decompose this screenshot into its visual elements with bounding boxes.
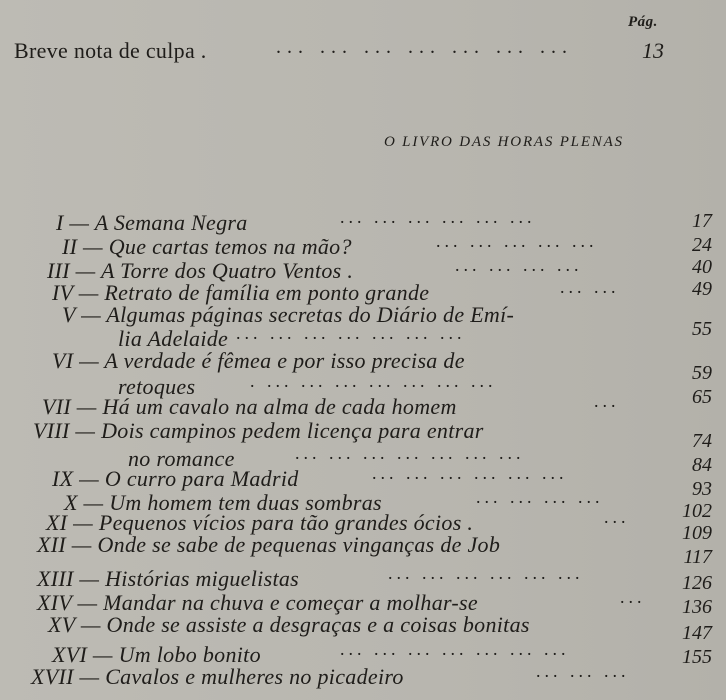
page-number: 65: [692, 386, 712, 408]
chapter-title: III — A Torre dos Quatro Ventos .: [47, 258, 354, 283]
chapter-title: X — Um homem tem duas sombras: [64, 490, 382, 515]
page-number: 17: [692, 210, 712, 232]
page-number: 74: [692, 430, 712, 452]
toc-entry: [0, 207, 726, 235]
chapter-title: IV — Retrato de família em ponto grande: [52, 280, 430, 305]
intro-title: Breve nota de culpa .: [14, 38, 207, 63]
section-title: O LIVRO DAS HORAS PLENAS: [384, 134, 624, 150]
leader-dots: ... ... ... ...: [455, 255, 583, 275]
chapter-title: IX — O curro para Madrid: [52, 466, 299, 491]
page-number: 126: [682, 572, 712, 594]
chapter-title: XIV — Mandar na chuva e começar a molhar-se: [37, 590, 478, 615]
chapter-title: VII — Há um cavalo na alma de cada homem: [42, 394, 457, 419]
chapter-title: XIII — Histórias miguelistas: [37, 566, 300, 591]
intro-page-number: 13: [642, 38, 664, 63]
intro-entry: [14, 38, 664, 68]
chapter-title: V — Algumas páginas secretas do Diário de Emí-: [62, 302, 515, 327]
leader-dots: ... ... ... ... ... ...: [340, 207, 536, 227]
leader-dots: ...: [604, 507, 630, 527]
chapter-title: XVII — Cavalos e mulheres no picadeiro: [31, 664, 404, 689]
chapter-title: II — Que cartas temos na mão?: [62, 234, 352, 259]
intro-leader-dots: ... ... ... ... ... ... ...: [276, 36, 573, 58]
chapter-title: VI — A verdade é fêmea e por isso precisa de: [52, 348, 465, 373]
chapter-title: XII — Onde se sabe de pequenas vinganças de Job: [37, 532, 501, 557]
chapter-title: XV — Onde se assiste a desgraças e a coisas bonitas: [48, 612, 530, 637]
leader-dots: ... ...: [560, 277, 620, 297]
page-column-label: Pág.: [628, 14, 658, 30]
page-number: 49: [692, 278, 712, 300]
chapter-title-continuation: lia Adelaide: [118, 326, 229, 351]
toc-entry: [0, 302, 726, 351]
toc-entry: [0, 231, 726, 259]
chapter-title: XI — Pequenos vícios para tão grandes ócios .: [46, 510, 474, 535]
chapter-title-continuation: no romance: [128, 446, 235, 471]
page-number: 40: [692, 256, 712, 278]
toc-entry: [0, 277, 726, 305]
leader-dots: ... ... ...: [536, 661, 630, 681]
leader-dots: ...: [620, 587, 646, 607]
page-number: 155: [682, 646, 712, 668]
chapter-title: XVI — Um lobo bonito: [52, 642, 261, 667]
toc-entry: [0, 546, 726, 591]
leader-dots: ... ... ... ...: [476, 487, 604, 507]
page-number: 59: [692, 362, 712, 384]
leader-dots: ...: [594, 391, 620, 411]
page-number: 84: [692, 454, 712, 476]
page-number: 24: [692, 234, 712, 256]
leader-dots: ... ... ... ... ... ... ...: [340, 639, 570, 659]
page-number: 117: [683, 546, 712, 568]
leader-dots: ... ... ... ... ... ...: [372, 463, 568, 483]
page-number: 109: [682, 522, 712, 544]
page-number: 147: [682, 622, 712, 644]
page-number: 102: [682, 500, 712, 522]
chapter-title: I — A Semana Negra: [56, 210, 248, 235]
chapter-title: VIII — Dois campinos pedem licença para entrar: [33, 418, 484, 443]
leader-dots: ... ... ... ... ... ... ...: [295, 443, 525, 463]
leader-dots: ... ... ... ... ...: [436, 231, 598, 251]
leader-dots: . ... ... ... ... ... ... ...: [250, 371, 497, 391]
page-number: 93: [692, 478, 712, 500]
leader-dots: ... ... ... ... ... ...: [388, 563, 584, 583]
chapter-title-continuation: retoques: [118, 374, 196, 399]
leader-dots: ... ... ... ... ... ... ...: [236, 323, 466, 343]
page-number: 55: [692, 318, 712, 340]
page-number: 136: [682, 596, 712, 618]
